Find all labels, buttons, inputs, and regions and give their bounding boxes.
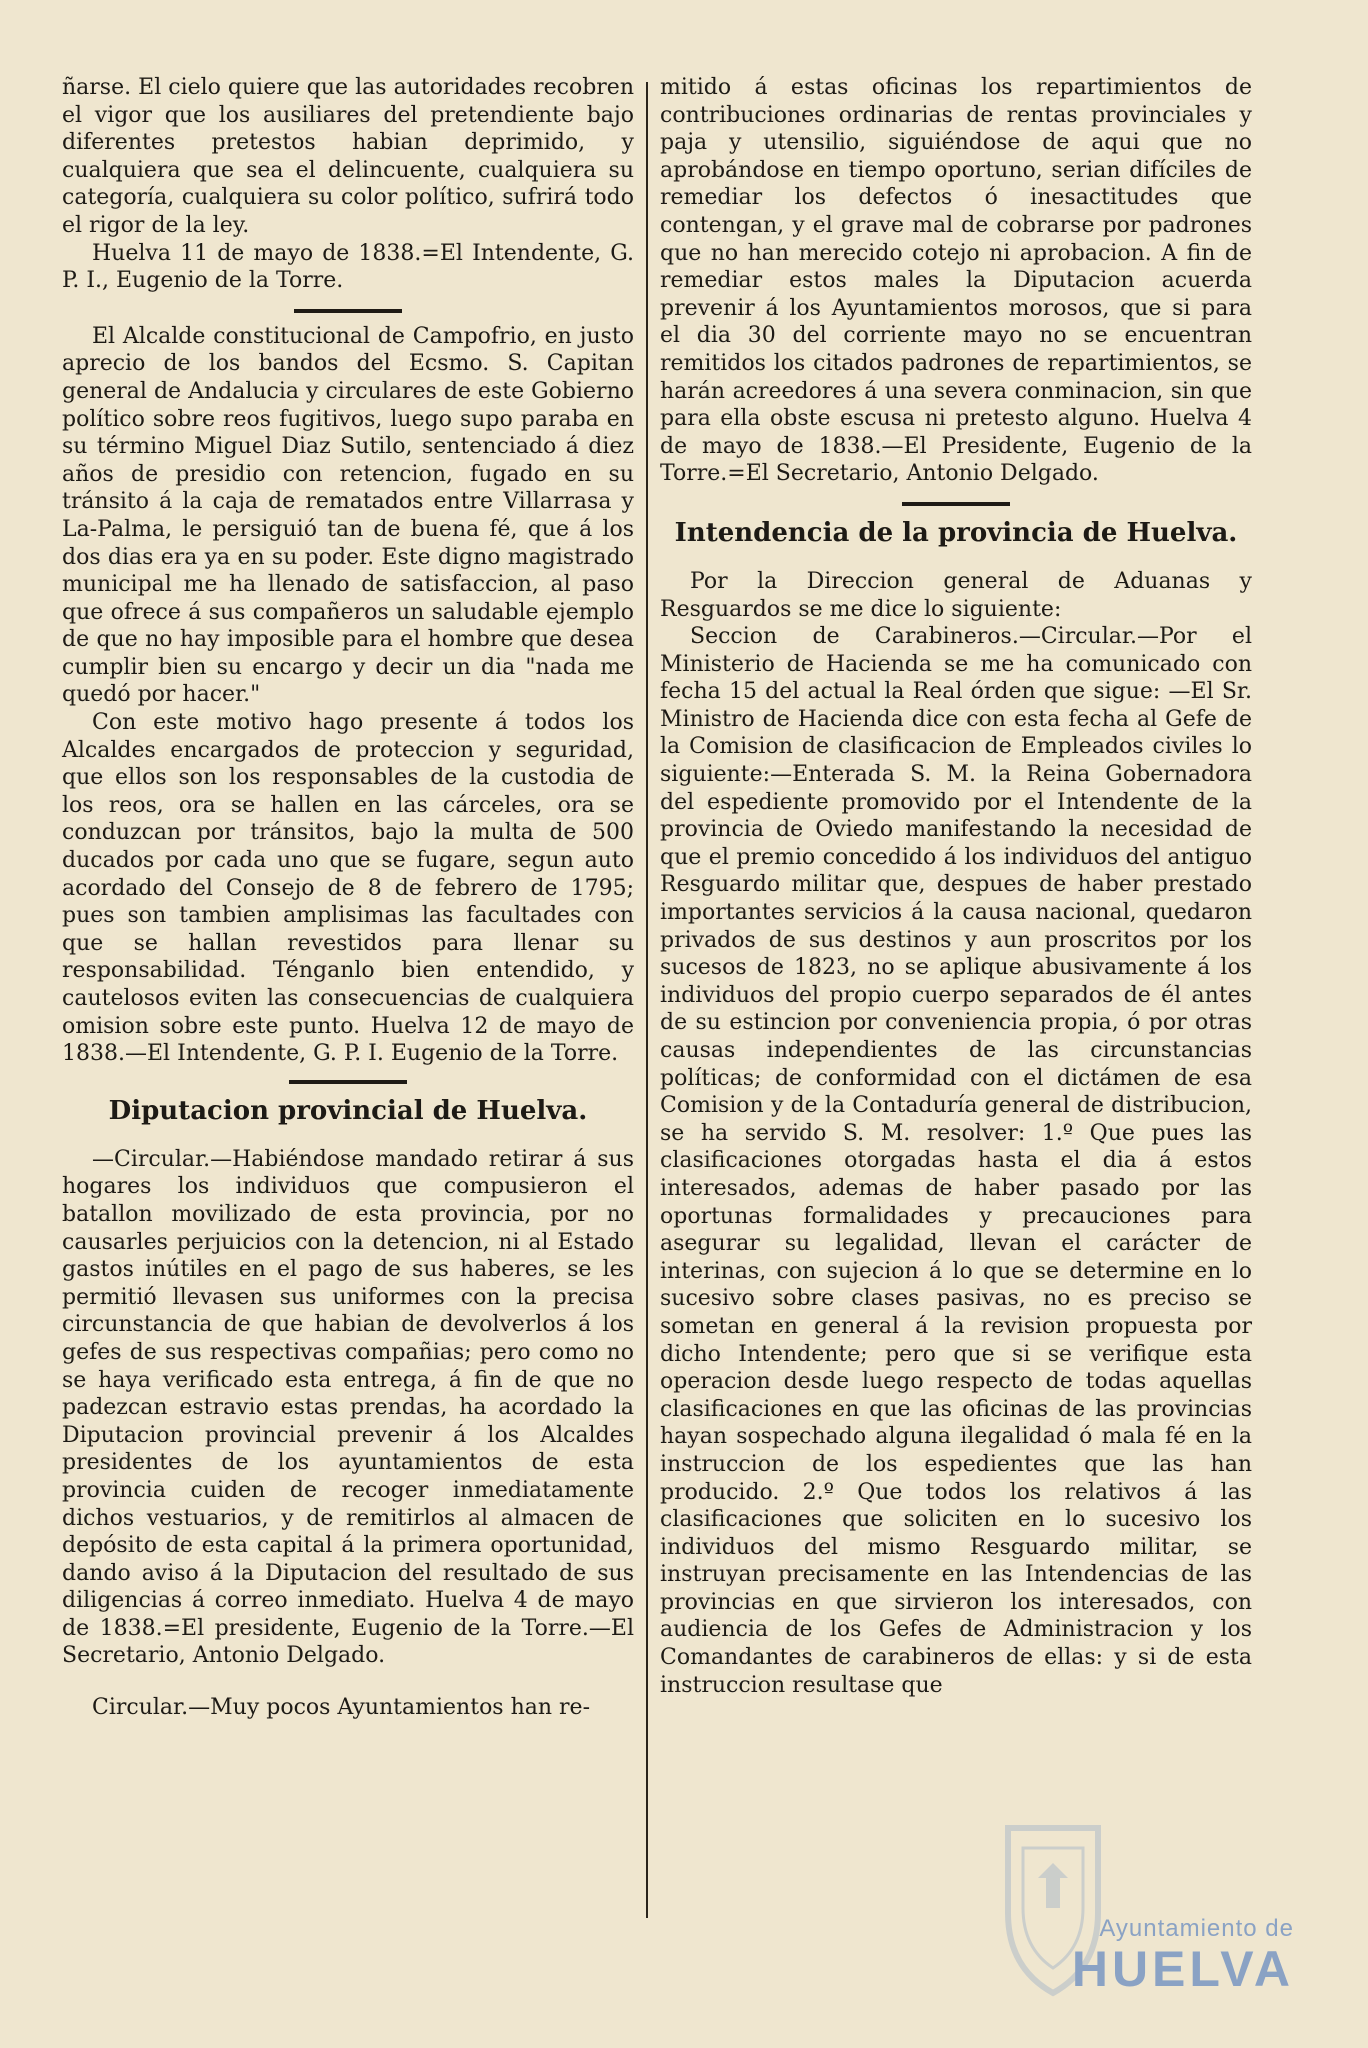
paragraph: Circular.—Muy pocos Ayuntamientos han re-	[92, 1695, 591, 1721]
paragraph: Seccion de Carabineros.—Circular.—Por el Ministerio de Hacienda se me ha comunicado con fecha 15 del actual la Real órden que sigue: —El Sr. Ministro de Hacienda dice con esta fecha al Gefe de la Comision de clasificacion de Empleados civiles lo siguiente:—Enterada S. M. la Reina Gobernadora del espediente promovido por el Intendente de la provincia de Oviedo manifestando la necesidad de que el premio concedido á los individuos del antiguo Resguardo militar que, despues de haber prestado importantes servicios á la causa nacional, quedaron privados de sus destinos y aun proscritos por los sucesos de 1823, no se aplique abusivamente á los individuos del propio cuerpo separados de él antes de su estincion por conveniencia propia, ó por otras causas independientes de las circunstancias políticas; de conformidad con el dictámen de esa Comision y de la Contaduría general de distribucion, se ha servido S. M. resolver: 1.º Que pues las clasificaciones otorgadas hasta el dia á estos interesados, ademas de haber pasado por las oportunas formalidades y precauciones para asegurar su legalidad, llevan el carácter de interinas, con sujecion á lo que se determine en lo sucesivo sobre clases pasivas, no es preciso se sometan en general á la revision propuesta por dicho Intendente; pero que si se verifique esta operacion desde luego respecto de todas aquellas clasificaciones en que las oficinas de las provincias hayan sospechado alguna ilegalidad ó mala fé en la instruccion de los espedientes que las han producido. 2.º Que todos los relativos á las clasificaciones que soliciten en lo sucesivo los individuos del mismo Resguardo militar, se instruyan precisamente en las Intendencias de las provincias en que sirvieron los interesados, con audiencia de los Gefes de Administracion y los Comandantes de carabineros de ellas: y si de esta instruccion resultase que	[660, 624, 1252, 1698]
paragraph: mitido á estas oficinas los repartimientos de contribuciones ordinarias de rentas provinciales y paja y utensilio, siguiéndose de aqui que no aprobándose en tiempo oportuno, serian difíciles de remediar los defectos ó inesactitudes que contengan, y el grave mal de cobrarse por padrones que no han merecido cotejo ni aprobacion. A fin de remediar estos males la Diputacion acuerda prevenir á los Ayuntamientos morosos, que si para el dia 30 del corriente mayo no se encuentran remitidos los citados padrones de repartimientos, se harán acreedores á una severa conminacion, sin que para ella obste escusa ni pretesto alguno. Huelva 4 de mayo de 1838.—El Presidente, Eugenio de la Torre.=El Secretario, Antonio Delgado.	[660, 75, 1252, 487]
signature-line: Huelva 11 de mayo de 1838.=El Intendente, G. P. I., Eugenio de la Torre.	[62, 240, 634, 294]
section-divider	[289, 1080, 407, 1084]
right-column	[660, 74, 1252, 1699]
paragraph: Con este motivo hago presente á todos los Alcaldes encargados de proteccion y seguridad, que ellos son los responsables de la custodia de los reos, ora se hallen en las cárceles, ora se conduzcan por tránsitos, bajo la multa de 500 ducados por cada uno que se fugare, segun auto acordado del Consejo de 8 de febrero de 1795; pues son tambien amplisimas las facultades con que se hallan revestidos para llenar su responsabilidad. Ténganlo bien entendido, y cautelosos eviten las consecuencias de cualquiera omision sobre este punto. Huelva 12 de mayo de 1838.—El Intendente, G. P. I. Eugenio de la Torre.	[62, 710, 634, 1067]
section-divider	[294, 309, 402, 313]
watermark-text: Ayuntamiento de	[1099, 1915, 1294, 1942]
watermark-logo-text: HUELVA	[1071, 1941, 1294, 1997]
left-column	[62, 74, 634, 1722]
section-heading: Diputacion provincial de Huelva.	[108, 1095, 588, 1126]
paragraph: Por la Direccion general de Aduanas y Resguardos se me dice lo siguiente:	[660, 568, 1252, 622]
section-heading: Intendencia de la provincia de Huelva.	[674, 517, 1238, 548]
column-divider	[646, 82, 648, 1918]
paragraph: El Alcalde constitucional de Campofrio, en justo aprecio de los bandos del Ecsmo. S. Capitan general de Andalucia y circulares de este Gobierno político sobre reos fugitivos, luego supo paraba en su término Miguel Diaz Sutilo, sentenciado á diez años de presidio con retencion, fugado en su tránsito á la caja de rematados entre Villarrasa y La-Palma, le persiguió tan de buena fé, que á los dos dias era ya en su poder. Este digno magistrado municipal me ha llenado de satisfaccion, al paso que ofrece á sus compañeros un saludable ejemplo de que no hay imposible para el hombre que desea cumplir bien su encargo y decir un dia "nada me quedó por hacer."	[62, 323, 634, 708]
paragraph: ñarse. El cielo quiere que las autoridades recobren el vigor que los ausiliares del pretendiente bajo diferentes pretestos habian deprimido, y cualquiera que sea el delincuente, cualquiera su categoría, cualquiera su color político, sufrirá todo el rigor de la ley.	[62, 75, 634, 238]
spacer	[62, 1670, 634, 1694]
section-divider	[902, 502, 1010, 506]
paragraph: —Circular.—Habiéndose mandado retirar á sus hogares los individuos que compusieron el batallon movilizado de esta provincia, por no causarles perjuicios con la detencion, ni al Estado gastos inútiles en el pago de sus haberes, se les permitió llevasen sus uniformes con la precisa circunstancia de que habian de devolverlos á los gefes de sus respectivas compañias; pero como no se haya verificado esta entrega, á fin de que no padezcan estravio estas prendas, ha acordado la Diputacion provincial prevenir á los Alcaldes presidentes de los ayuntamientos de esta provincia cuiden de recoger inmediatamente dichos vestuarios, y de remitirlos al almacen de depósito de esta capital á la primera oportunidad, dando aviso á la Diputacion del resultado de sus diligencias á correo inmediato. Huelva 4 de mayo de 1838.=El presidente, Eugenio de la Torre.—El Secretario, Antonio Delgado.	[62, 1146, 634, 1669]
